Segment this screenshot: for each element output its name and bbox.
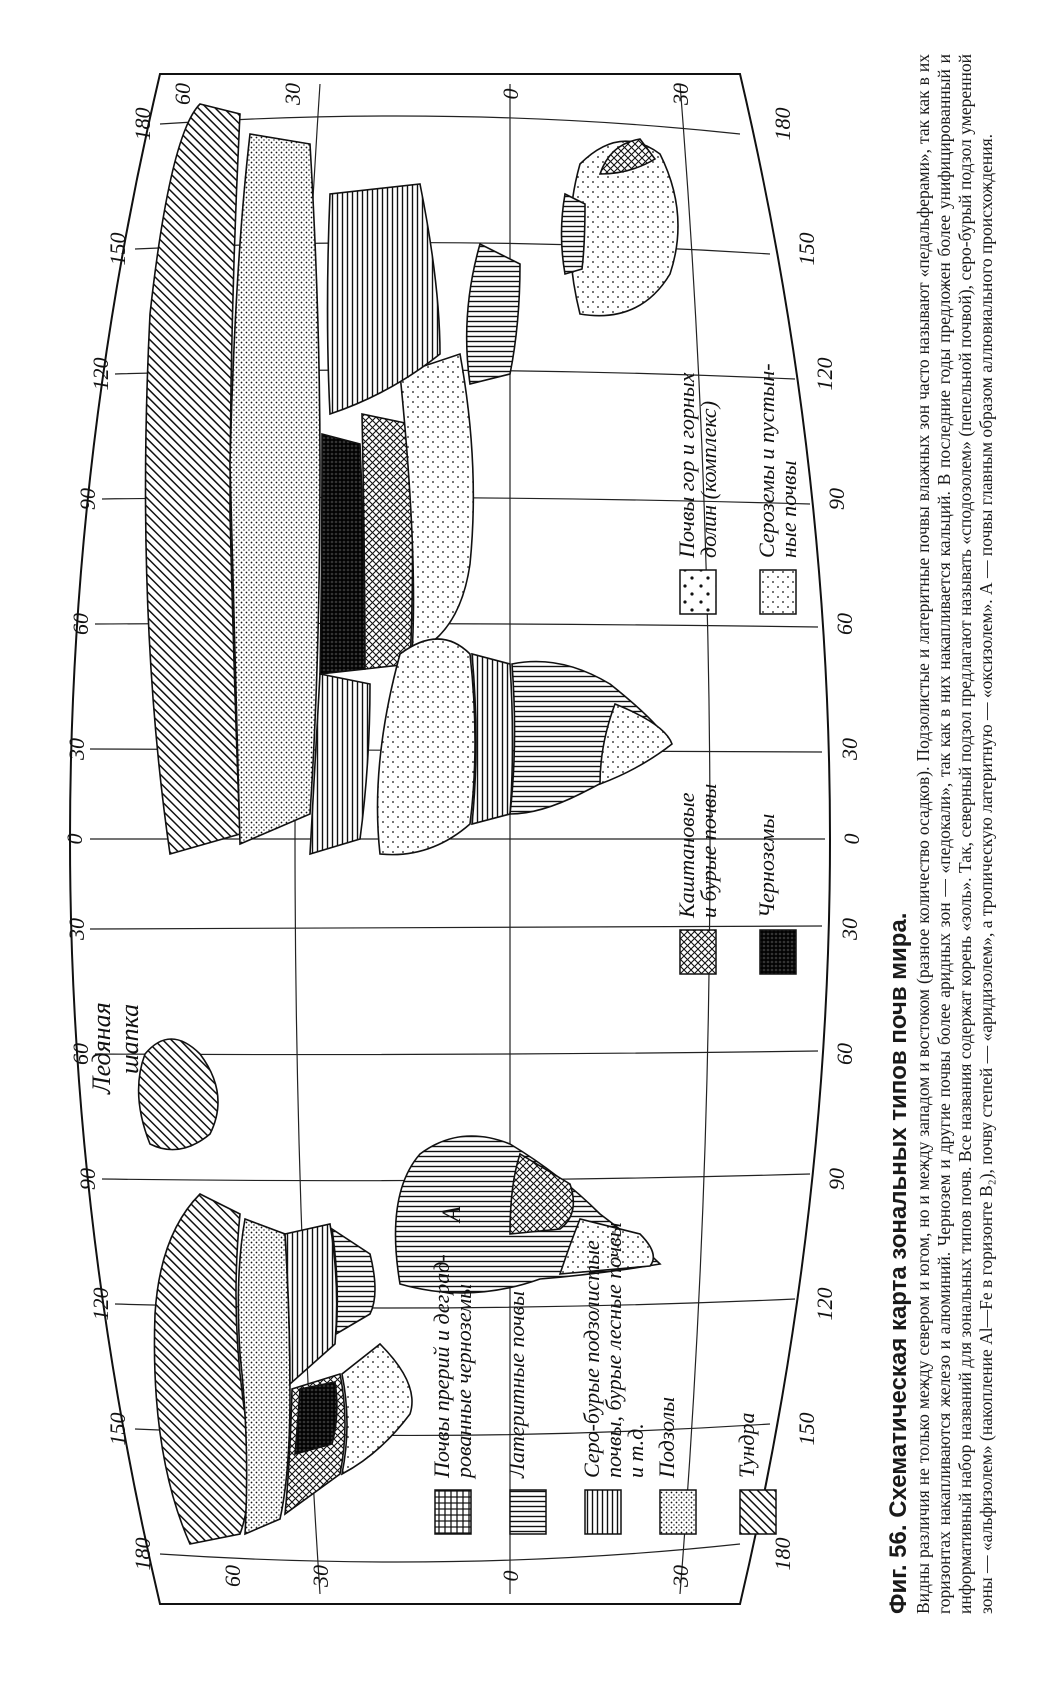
longitude-label-top: 30 xyxy=(64,738,89,760)
longitude-label-bottom: 120 xyxy=(812,1287,837,1321)
longitude-label-top: 150 xyxy=(105,1412,130,1446)
alluvial-marker: A xyxy=(437,1206,466,1222)
latitude-label-right: 30 xyxy=(668,83,693,105)
longitude-label-top: 0 xyxy=(62,833,87,845)
legend-swatch xyxy=(680,930,716,974)
legend-label: и бурые почвы xyxy=(696,783,721,918)
legend-swatch xyxy=(740,1490,776,1534)
latitude-label-left: 0 xyxy=(498,1570,523,1582)
map-legend xyxy=(429,363,801,1534)
longitude-label-top: 30 xyxy=(64,918,89,940)
longitude-label-top: 120 xyxy=(88,1287,113,1321)
legend-item-gray-brown xyxy=(579,1222,648,1534)
legend-item-mountain xyxy=(674,372,721,614)
africa xyxy=(378,639,673,855)
legend-label: Тундра xyxy=(734,1412,759,1478)
legend-swatch xyxy=(760,930,796,974)
longitude-label-top: 180 xyxy=(130,107,155,141)
legend-swatch xyxy=(680,570,716,614)
longitude-label-top: 90 xyxy=(75,488,100,510)
legend-label: Серо-бурые подзолистые xyxy=(579,1240,604,1478)
legend-label: Черноземы xyxy=(754,813,779,918)
longitude-label-bottom: 180 xyxy=(770,1537,795,1571)
caption-title xyxy=(885,54,912,1614)
longitude-label-bottom: 90 xyxy=(824,1168,849,1190)
legend-label: рованные черноземы xyxy=(451,1283,476,1478)
legend-label: ные почвы xyxy=(776,460,801,558)
longitude-label-top: 60 xyxy=(68,613,93,635)
latitude-labels-left xyxy=(220,1565,693,1588)
legend-label: Латеритные почвы xyxy=(504,1291,529,1478)
legend-label: и т.д. xyxy=(623,1423,648,1478)
longitude-label-bottom: 90 xyxy=(824,488,849,510)
legend-item-chestnut xyxy=(674,784,721,974)
greenland xyxy=(139,1039,218,1150)
legend-item-desert xyxy=(754,363,801,614)
figure-caption xyxy=(885,54,997,1614)
longitude-label-bottom: 0 xyxy=(839,833,864,845)
longitude-label-bottom: 150 xyxy=(794,232,819,266)
caption-body: Видны различия не только между севером и югом, но и между западом и востоком (разное количество осадков). Подзолистые и латеритные почвы влажных зон часто называют «педальферами», так как в их горизонтах накапливаются железо и алюминий. Чернозем и другие почвы более аридных зон — «педокали», так как в них накапливается кальций. В последние годы предложен более унифицированный и информативный набор названий для зональных типов почв. Все названия содержат корень «золь». Так, северный подзол предлагают называть «сподозолем» (пепельной почвой), серо-бурый подзол умеренной зоны — «альфизолем» (накопление Al—Fe в горизонте B₂), почву степей — «аридизолем», а тропическую латеритную — «оксизолем». А — почвы главным образом аллювиального происхождения. xyxy=(913,54,996,1614)
legend-label: долин (комплекс) xyxy=(696,400,721,558)
ice-cap-label-2: шапка xyxy=(115,1003,144,1074)
ice-cap-note xyxy=(87,1002,144,1095)
longitude-label-top: 120 xyxy=(88,357,113,391)
longitude-label-bottom: 150 xyxy=(794,1412,819,1446)
legend-label: Почвы гор и горных xyxy=(674,372,699,558)
figure-title: Схематическая карта зональных типов почв мира. xyxy=(885,912,912,1518)
ice-cap-label-1: Ледяная xyxy=(87,1002,116,1094)
legend-label: Подзолы xyxy=(654,1397,679,1478)
legend-label: Каштановые xyxy=(674,792,699,918)
latitude-label-left: 30 xyxy=(668,1565,693,1587)
latitude-label-right: 0 xyxy=(498,88,523,100)
latitude-labels-right xyxy=(170,83,693,106)
longitude-label-top: 180 xyxy=(130,1537,155,1571)
longitude-label-top: 60 xyxy=(68,1043,93,1065)
legend-label: почвы, бурые лесные почвы xyxy=(601,1222,626,1478)
latitude-label-right: 30 xyxy=(280,83,305,105)
longitude-label-bottom: 180 xyxy=(770,107,795,141)
legend-swatch xyxy=(510,1490,546,1534)
longitude-label-top: 90 xyxy=(75,1168,100,1190)
longitude-label-bottom: 30 xyxy=(837,918,862,940)
australia xyxy=(562,139,679,316)
legend-label: Сероземы и пустын- xyxy=(754,363,779,558)
legend-item-chernozem xyxy=(754,814,796,974)
longitude-label-bottom: 60 xyxy=(832,613,857,635)
legend-swatch xyxy=(585,1490,621,1534)
latitude-label-right: 60 xyxy=(170,83,195,105)
legend-label: Почвы прерий и деград- xyxy=(429,1254,454,1478)
longitude-label-top: 150 xyxy=(105,232,130,266)
legend-swatch xyxy=(660,1490,696,1534)
north-america xyxy=(154,1194,412,1544)
figure-number: Фиг. 56. xyxy=(885,1524,912,1614)
longitude-label-bottom: 60 xyxy=(832,1043,857,1065)
latitude-label-left: 30 xyxy=(308,1565,333,1587)
legend-swatch xyxy=(435,1490,471,1534)
longitude-label-bottom: 30 xyxy=(837,738,862,760)
longitude-label-bottom: 120 xyxy=(812,357,837,391)
legend-item-tundra xyxy=(734,1412,776,1534)
legend-swatch xyxy=(760,570,796,614)
legend-item-prairie xyxy=(429,1254,476,1534)
soil-map xyxy=(40,64,870,1614)
latitude-label-left: 60 xyxy=(220,1565,245,1587)
legend-item-laterite xyxy=(504,1291,546,1534)
